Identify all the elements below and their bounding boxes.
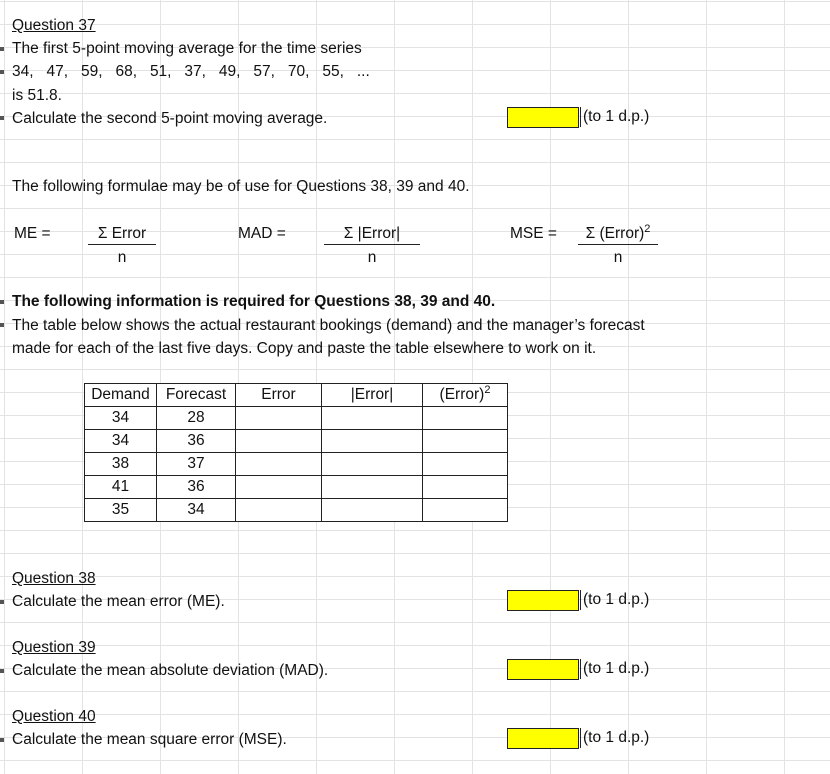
formulae-heading: The following formulae may be of use for Questions 38, 39 and 40. [12, 178, 470, 195]
abs-error-cell[interactable] [322, 430, 423, 453]
row-marker [0, 323, 4, 327]
abs-error-cell[interactable] [322, 407, 423, 430]
demand-cell[interactable]: 35 [85, 499, 157, 522]
header-squared-error-text: (Error) [439, 386, 485, 403]
abs-error-cell[interactable] [322, 453, 423, 476]
series-value: 55, [322, 63, 344, 80]
bookings-table [84, 383, 508, 522]
q38-prompt: Calculate the mean error (ME). [12, 593, 225, 610]
table-header-row [85, 384, 508, 407]
q38-answer-cell[interactable] [507, 590, 579, 611]
q37-series [12, 62, 370, 82]
demand-cell[interactable]: 38 [85, 453, 157, 476]
mad-fraction-bar [324, 244, 420, 245]
q39-prompt: Calculate the mean absolute deviation (MAD). [12, 662, 329, 679]
q37-line1: The first 5-point moving average for the time series [12, 40, 362, 57]
header-error: Error [236, 384, 322, 407]
series-value: 51, [149, 63, 172, 80]
table-row [85, 430, 508, 453]
error-cell[interactable] [236, 476, 322, 499]
q40-title: Question 40 [12, 708, 96, 725]
table-row [85, 476, 508, 499]
forecast-cell[interactable]: 28 [157, 407, 236, 430]
mse-exponent: 2 [644, 222, 651, 235]
forecast-cell[interactable]: 36 [157, 476, 236, 499]
row-marker [0, 738, 4, 742]
me-label: ME = [14, 225, 51, 242]
q39-title: Question 39 [12, 639, 96, 656]
q37-prompt: Calculate the second 5-point moving average. [12, 110, 328, 127]
series-value: 34, [12, 63, 34, 80]
q40-precision: (to 1 d.p.) [580, 728, 649, 748]
forecast-cell[interactable]: 37 [157, 453, 236, 476]
q40-prompt: Calculate the mean square error (MSE). [12, 731, 287, 748]
header-squared-error [423, 384, 508, 407]
squared-error-cell[interactable] [423, 430, 508, 453]
row-marker [0, 300, 4, 304]
me-fraction-bar [88, 244, 156, 245]
mse-numerator [578, 224, 658, 244]
me-numerator: Σ Error [97, 225, 147, 242]
series-value: 59, [80, 63, 103, 80]
q37-precision: (to 1 d.p.) [580, 107, 649, 127]
row-marker [0, 600, 4, 604]
error-cell[interactable] [236, 407, 322, 430]
q37-title: Question 37 [12, 17, 96, 34]
demand-cell[interactable]: 41 [85, 476, 157, 499]
series-value: 68, [115, 63, 138, 80]
q38-precision: (to 1 d.p.) [580, 590, 649, 610]
series-value: 70, [287, 63, 310, 80]
series-value: 57, [253, 63, 275, 80]
mad-denominator: n [367, 249, 377, 266]
info-line1: The table below shows the actual restaurant bookings (demand) and the manager’s forecast [12, 317, 645, 334]
mad-numerator: Σ |Error| [343, 225, 401, 242]
squared-error-cell[interactable] [423, 476, 508, 499]
error-cell[interactable] [236, 499, 322, 522]
series-value: 47, [46, 63, 69, 80]
mse-label: MSE = [510, 225, 557, 242]
row-marker [0, 669, 4, 673]
abs-error-cell[interactable] [322, 499, 423, 522]
row-marker [0, 47, 4, 51]
header-abs-error: |Error| [322, 384, 423, 407]
error-cell[interactable] [236, 453, 322, 476]
header-exponent: 2 [484, 383, 491, 396]
q37-line3: is 51.8. [12, 87, 62, 104]
series-value: 37, [184, 63, 206, 80]
mse-denominator: n [613, 249, 623, 266]
q40-answer-cell[interactable] [507, 728, 579, 749]
table-row [85, 407, 508, 430]
me-denominator: n [117, 249, 127, 266]
abs-error-cell[interactable] [322, 476, 423, 499]
series-value: 49, [218, 63, 241, 80]
q37-answer-cell[interactable] [507, 107, 579, 128]
info-line2: made for each of the last five days. Copy and paste the table elsewhere to work on it. [12, 340, 597, 357]
error-cell[interactable] [236, 430, 322, 453]
forecast-cell[interactable]: 34 [157, 499, 236, 522]
forecast-cell[interactable]: 36 [157, 430, 236, 453]
squared-error-cell[interactable] [423, 407, 508, 430]
table-row [85, 499, 508, 522]
header-forecast: Forecast [157, 384, 236, 407]
series-ellipsis: ... [356, 63, 370, 80]
squared-error-cell[interactable] [423, 453, 508, 476]
q38-title: Question 38 [12, 570, 96, 587]
mse-fraction-bar [578, 244, 658, 245]
demand-cell[interactable]: 34 [85, 430, 157, 453]
mse-numerator-text: Σ (Error) [585, 225, 645, 242]
row-marker [0, 70, 4, 74]
q39-precision: (to 1 d.p.) [580, 659, 649, 679]
table-row [85, 453, 508, 476]
info-heading: The following information is required for Questions 38, 39 and 40. [12, 293, 496, 310]
q39-answer-cell[interactable] [507, 659, 579, 680]
header-demand: Demand [85, 384, 157, 407]
row-marker [0, 116, 4, 120]
demand-cell[interactable]: 34 [85, 407, 157, 430]
squared-error-cell[interactable] [423, 499, 508, 522]
mad-label: MAD = [238, 225, 286, 242]
